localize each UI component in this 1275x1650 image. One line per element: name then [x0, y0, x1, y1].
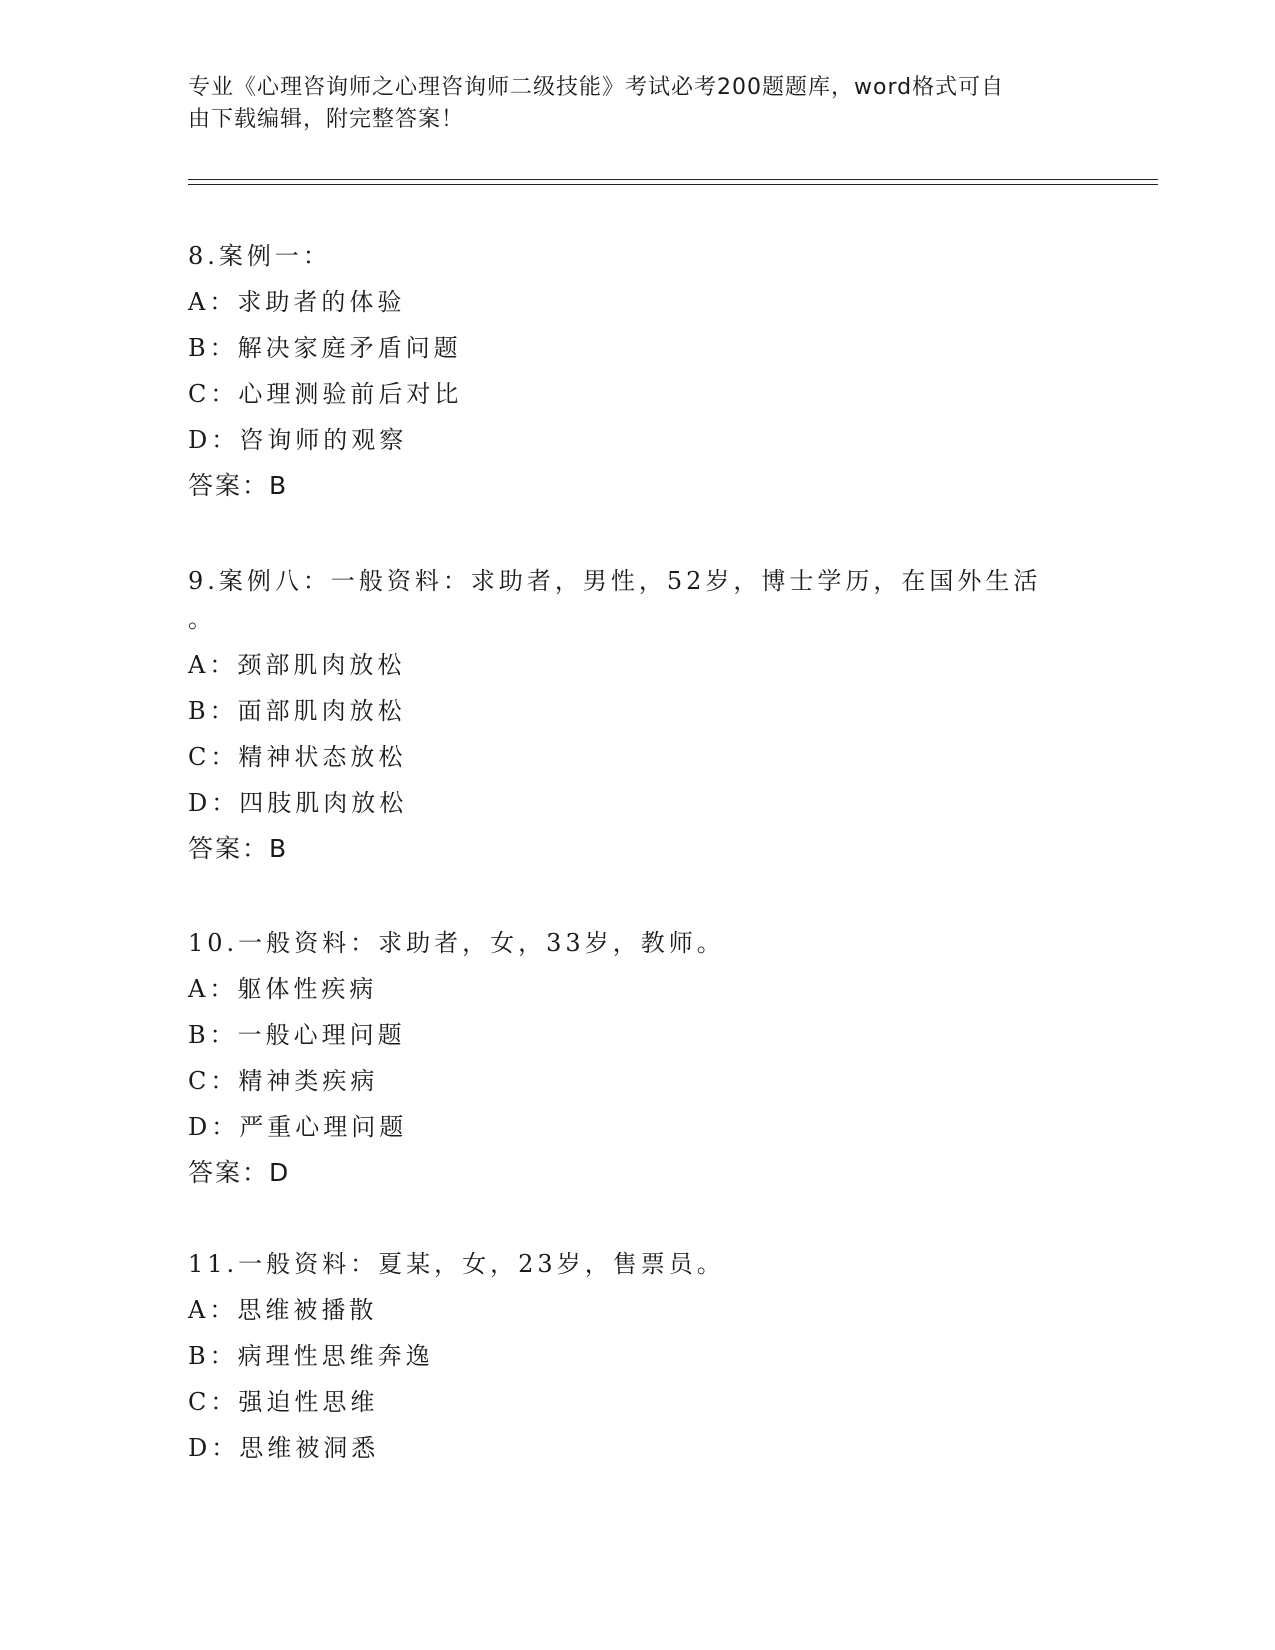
option-a: A：求助者的体验: [188, 288, 406, 316]
option-d: D：思维被洞悉: [188, 1434, 380, 1462]
question-stem-continuation: 。: [188, 605, 216, 633]
option-b: B：一般心理问题: [188, 1021, 406, 1049]
answer-line: 答案：B: [188, 471, 289, 500]
question-stem: 8.案例一：: [188, 242, 331, 270]
option-d: D：严重心理问题: [188, 1113, 408, 1141]
option-b: B：解决家庭矛盾问题: [188, 334, 462, 362]
option-b: B：面部肌肉放松: [188, 697, 406, 725]
question-9: [188, 558, 1088, 872]
option-c: C：强迫性思维: [188, 1388, 379, 1416]
question-stem: 11.一般资料：夏某，女，23岁，售票员。: [188, 1250, 725, 1278]
option-a: A：躯体性疾病: [188, 975, 378, 1003]
option-c: C：精神状态放松: [188, 743, 407, 771]
option-d: D：四肢肌肉放松: [188, 789, 408, 817]
header-divider-top: [188, 179, 1158, 180]
option-d: D：咨询师的观察: [188, 426, 408, 454]
document-header: [188, 72, 1078, 136]
header-line-1: 专业《心理咨询师之心理咨询师二级技能》考试必考200题题库，word格式可自: [188, 75, 1005, 100]
option-c: C：精神类疾病: [188, 1067, 379, 1095]
option-a: A：颈部肌肉放松: [188, 651, 406, 679]
header-line-2: 由下载编辑，附完整答案！: [188, 107, 465, 132]
option-b: B：病理性思维奔逸: [188, 1342, 434, 1370]
question-stem: 10.一般资料：求助者，女，33岁，教师。: [188, 929, 725, 957]
question-11: [188, 1241, 1088, 1471]
question-10: [188, 920, 1088, 1196]
option-a: A：思维被播散: [188, 1296, 378, 1324]
answer-line: 答案：D: [188, 1158, 291, 1187]
header-divider-bottom: [188, 184, 1158, 185]
option-c: C：心理测验前后对比: [188, 380, 463, 408]
question-8: [188, 233, 1088, 509]
answer-line: 答案：B: [188, 834, 289, 863]
question-stem: 9.案例八：一般资料：求助者，男性，52岁，博士学历，在国外生活: [188, 567, 1042, 595]
